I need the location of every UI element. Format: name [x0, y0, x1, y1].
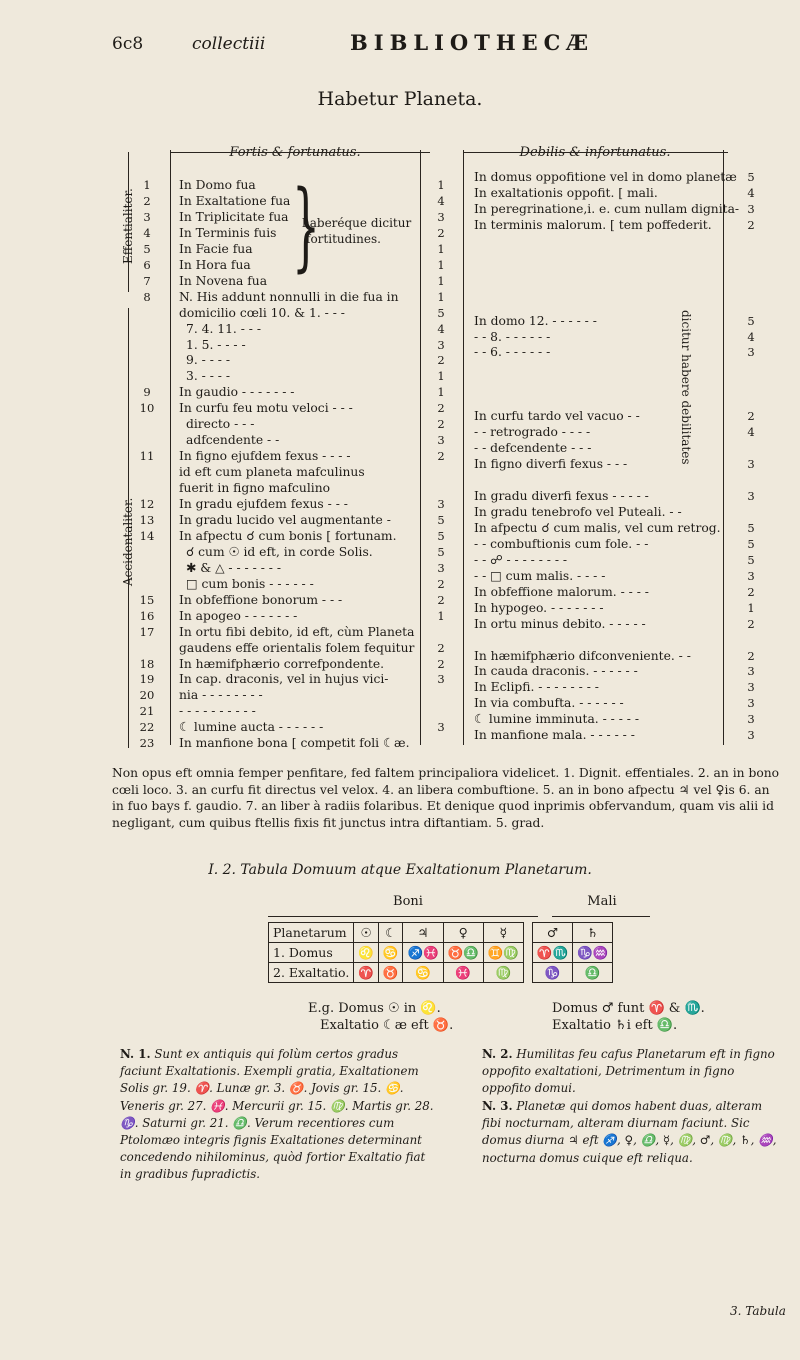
row-value: 3	[437, 433, 445, 447]
list-item: - - combuftionis cum fole. - -	[474, 537, 649, 551]
table-cell: ☉	[354, 923, 379, 943]
table-row-label: 2. Exaltatio.	[269, 963, 354, 983]
row-value: 3	[747, 680, 755, 694]
catchword: 3. Tabula	[730, 1304, 786, 1318]
row-value: 3	[747, 457, 755, 471]
row-number: 17	[139, 625, 155, 639]
example-right-2: Exaltatio ♄i eft ♎.	[552, 1018, 678, 1033]
list-item: In afpectu ☌ cum malis, vel cum retrog.	[474, 521, 721, 535]
list-item: id eft cum planeta mafculinus	[179, 465, 365, 479]
left-column-heading: Fortis & fortunatus.	[229, 145, 361, 160]
footnote-3-text: Planetæ qui domos habent duas, alteram fibi nocturnam, alteram diurnam faciunt. Sic domus diurna ♃ eft ♐, ♀, ♎, ☿, ♍, ♂, ♍, ♄, ♒, nocturna domus cuique eft reliqua.	[482, 1099, 777, 1165]
list-item: In curfu tardo vel vacuo - -	[474, 409, 640, 423]
row-value: 4	[747, 330, 755, 344]
row-value: 4	[437, 194, 445, 208]
list-item: gaudens effe orientalis folem fequitur	[179, 641, 415, 655]
list-item: In Facie fua	[179, 242, 253, 256]
row-value: 2	[437, 401, 445, 415]
table-row-label: 1. Domus	[269, 943, 354, 963]
list-item: In Domo fua	[179, 178, 256, 192]
table-cell: ☾	[378, 923, 403, 943]
footnote-3-label: N. 3.	[482, 1099, 513, 1113]
list-item: - - □ cum malis. - - - -	[474, 569, 606, 583]
table-cell: ♄	[573, 923, 613, 943]
row-number: 13	[139, 513, 155, 527]
list-item: 9. - - - -	[186, 353, 230, 367]
row-value: 2	[437, 226, 445, 240]
list-item: In manfione mala. - - - - - -	[474, 728, 635, 742]
list-item: In Novena fua	[179, 274, 268, 288]
row-value: 2	[437, 657, 445, 671]
table-cell: ♈	[354, 963, 379, 983]
row-number: 2	[143, 194, 151, 208]
table-cell: ♍	[483, 963, 523, 983]
list-item: In gradu lucido vel augmentante -	[179, 513, 391, 527]
row-value: 5	[437, 545, 445, 559]
list-item: In terminis malorum. [ tem poffederit.	[474, 218, 712, 232]
row-value: 5	[437, 306, 445, 320]
row-value: 2	[747, 617, 755, 631]
table-cell: ♑	[532, 963, 572, 983]
example-right-1: Domus ♂ funt ♈ & ♏.	[552, 1001, 705, 1016]
left-top-rule	[170, 152, 430, 153]
left-rule	[170, 150, 171, 745]
row-value: 3	[747, 202, 755, 216]
table-cell: ☿	[483, 923, 523, 943]
table-cell: ♑♒	[573, 943, 613, 963]
list-item: In afpectu ☌ cum bonis [ fortunam.	[179, 529, 397, 543]
row-value: 4	[747, 186, 755, 200]
list-item: nia - - - - - - - -	[179, 688, 263, 702]
note-paragraph: Non opus eft omnia femper penfitare, fed faltem principaliora videlicet. 1. Dignit. effentiales. 2. an in bono cœli loco. 3. an curfu fit directus vel velox. 4. an libera combuftione. 5. an in bono afpectu ♃ vel ♀is 6. an in fuo bays f. gaudio. 7. an liber à radiis folaribus. Et denique quod inprimis obfervandum, quam vis alii id negligant, cum quibus ftellis fixis fit junctus intra diftantiam. 5. grad.	[112, 766, 780, 830]
table-cell: ♈♏	[532, 943, 572, 963]
row-number: 22	[139, 720, 155, 734]
row-value: 5	[747, 170, 755, 184]
row-value: 3	[437, 672, 445, 686]
list-item: - - ☍ - - - - - - - -	[474, 553, 568, 567]
list-item: 1. 5. - - - -	[186, 338, 246, 352]
list-item: In hæmifphærio correfpondente.	[179, 657, 385, 671]
row-value: 1	[437, 609, 445, 623]
page-number: 6c8	[112, 34, 144, 54]
row-value: 2	[437, 353, 445, 367]
row-value: 3	[747, 345, 755, 359]
boni-label: Boni	[393, 894, 423, 909]
table-row	[269, 963, 613, 983]
row-value: 2	[747, 409, 755, 423]
table-cell: ♀	[443, 923, 483, 943]
table-row	[269, 923, 613, 943]
row-number: 1	[143, 178, 151, 192]
row-number: 5	[143, 242, 151, 256]
brace-text-2: fortitudines.	[306, 232, 381, 246]
list-item: In Exaltatione fua	[179, 194, 291, 208]
list-item: - - defcendente - - -	[474, 441, 592, 455]
table-row	[269, 943, 613, 963]
row-number: 4	[143, 226, 151, 240]
mali-brace	[552, 916, 650, 917]
row-number: 19	[139, 672, 155, 686]
list-item: fuerit in figno mafculino	[179, 481, 331, 495]
footnote-1-text: Sunt ex antiquis qui folùm certos gradus faciunt Exaltationis. Exempli gratia, Exaltationem Solis gr. 19. ♈. Lunæ gr. 3. ♉. Jovis gr. 15. ♋. Veneris gr. 27. ♓. Mercurii gr. 15. ♍. Martis gr. 28. ♑. Saturni gr. 21. ♎. Verum recentiores cum Ptolomæo integris fignis Exaltationes determinant concedendo nihilominus, quòd fortior Exaltatio fiat in gradibus fupradictis.	[120, 1047, 434, 1182]
example-left-2: Exaltatio ☾æ eft ♉.	[320, 1018, 454, 1033]
row-value: 3	[437, 338, 445, 352]
table-cell: ♓	[443, 963, 483, 983]
list-item: In cap. draconis, vel in hujus vici-	[179, 672, 389, 686]
row-number: 12	[139, 497, 155, 511]
row-value: 3	[437, 210, 445, 224]
row-value: 3	[747, 712, 755, 726]
left-values-rule	[420, 150, 421, 745]
row-value: 1	[437, 274, 445, 288]
footnote-2	[482, 1046, 782, 1098]
row-value: 1	[437, 242, 445, 256]
right-column-heading: Debilis & infortunatus.	[519, 145, 671, 160]
list-item: N. His addunt nonnulli in die fua in	[179, 290, 399, 304]
table-title: I. 2. Tabula Domuum atque Exaltationum Planetarum.	[208, 862, 592, 878]
row-value: 5	[747, 537, 755, 551]
row-number: 11	[139, 449, 155, 463]
table-cell: ♋	[403, 963, 443, 983]
row-number: 18	[139, 657, 155, 671]
list-item: In Terminis fuis	[179, 226, 277, 240]
row-value: 4	[747, 425, 755, 439]
row-value: 2	[747, 585, 755, 599]
list-item: - - 8. - - - - - -	[474, 330, 551, 344]
row-number: 10	[139, 401, 155, 415]
row-value: 2	[437, 449, 445, 463]
row-value: 3	[437, 561, 445, 575]
right-values-rule	[723, 150, 724, 745]
footnote-1	[120, 1046, 440, 1184]
table-cell: ♉	[378, 963, 403, 983]
example-left-1: E.g. Domus ☉ in ♌.	[308, 1001, 441, 1016]
row-number: 9	[143, 385, 151, 399]
row-value: 5	[747, 553, 755, 567]
list-item: In gradu ejufdem fexus - - -	[179, 497, 348, 511]
list-item: - - retrogrado - - - -	[474, 425, 591, 439]
list-item: In cauda draconis. - - - - - -	[474, 664, 638, 678]
row-number: 7	[143, 274, 151, 288]
list-item: In hypogeo. - - - - - - -	[474, 601, 604, 615]
list-item: - - - - - - - - - -	[179, 704, 256, 718]
mali-label: Mali	[587, 894, 617, 909]
running-title: BIBLIOTHECÆ	[350, 30, 595, 55]
table-cell: ♌	[354, 943, 379, 963]
row-value: 2	[437, 641, 445, 655]
brace: }	[292, 171, 320, 284]
row-value: 2	[747, 649, 755, 663]
list-item: 7. 4. 11. - - -	[186, 322, 262, 336]
row-value: 2	[437, 417, 445, 431]
list-item: In hæmifphærio difconveniente. - -	[474, 649, 691, 663]
row-value: 1	[437, 385, 445, 399]
row-number: 20	[139, 688, 155, 702]
row-number: 16	[139, 609, 155, 623]
running-head-left: collectiii	[192, 34, 266, 54]
row-value: 5	[747, 314, 755, 328]
list-item: In domus oppofitione vel in domo planetæ	[474, 170, 737, 184]
row-value: 3	[747, 569, 755, 583]
row-number: 6	[143, 258, 151, 272]
accidental-side-label: Accidentaliter.	[121, 497, 135, 586]
list-item: In curfu feu motu veloci - - -	[179, 401, 353, 415]
houses-exaltations-table	[268, 922, 613, 983]
list-item: directo - - -	[186, 417, 255, 431]
row-value: 1	[437, 258, 445, 272]
table-row-label: Planetarum	[269, 923, 354, 943]
center-rule	[463, 150, 464, 745]
row-value: 2	[437, 577, 445, 591]
table-cell: ♎	[573, 963, 613, 983]
footnote-2-label: N. 2.	[482, 1047, 513, 1061]
list-item: In Hora fua	[179, 258, 251, 272]
list-item: ☾ lumine imminuta. - - - - -	[474, 712, 640, 726]
row-value: 3	[437, 720, 445, 734]
row-value: 3	[747, 489, 755, 503]
list-item: In gaudio - - - - - - -	[179, 385, 295, 399]
row-value: 3	[437, 497, 445, 511]
list-item: In via combufta. - - - - - -	[474, 696, 624, 710]
list-item: □ cum bonis - - - - - -	[186, 577, 314, 591]
list-item: In Triplicitate fua	[179, 210, 289, 224]
section-title: Habetur Planeta.	[317, 88, 483, 110]
table-cell: ♊♍	[483, 943, 523, 963]
row-number: 21	[139, 704, 155, 718]
row-value: 1	[437, 290, 445, 304]
row-number: 8	[143, 290, 151, 304]
list-item: - - 6. - - - - - -	[474, 345, 551, 359]
list-item: In obfeffione malorum. - - - -	[474, 585, 649, 599]
boni-brace	[268, 916, 538, 917]
row-number: 23	[139, 736, 155, 750]
row-value: 3	[747, 696, 755, 710]
list-item: In Eclipfi. - - - - - - - -	[474, 680, 599, 694]
row-value: 2	[747, 218, 755, 232]
list-item: In apogeo - - - - - - -	[179, 609, 298, 623]
footnote-3	[482, 1098, 782, 1167]
list-item: ☾ lumine aucta - - - - - -	[179, 720, 324, 734]
list-item: In exaltationis oppofit. [ mali.	[474, 186, 658, 200]
list-item: In domo 12. - - - - - -	[474, 314, 597, 328]
row-value: 5	[747, 521, 755, 535]
list-item: In gradu tenebrofo vel Puteali. - -	[474, 505, 682, 519]
row-value: 2	[437, 593, 445, 607]
list-item: In peregrinatione,i. e. cum nullam dignita-	[474, 202, 740, 216]
footnote-1-label: N. 1.	[120, 1047, 151, 1061]
list-item: In ortu minus debito. - - - - -	[474, 617, 646, 631]
row-number: 15	[139, 593, 155, 607]
row-value: 5	[437, 513, 445, 527]
essential-side-label: Effentialiter.	[121, 188, 135, 264]
list-item: ✱ & △ - - - - - - -	[186, 561, 281, 575]
list-item: In manfione bona [ competit foli ☾æ.	[179, 736, 410, 750]
list-item: adfcendente - -	[186, 433, 280, 447]
table-cell: ♂	[532, 923, 572, 943]
list-item: In obfeffione bonorum - - -	[179, 593, 343, 607]
table-cell: ♉♎	[443, 943, 483, 963]
row-value: 1	[437, 369, 445, 383]
row-value: 1	[747, 601, 755, 615]
list-item: In gradu diverfi fexus - - - - -	[474, 489, 649, 503]
row-value: 3	[747, 664, 755, 678]
row-value: 3	[747, 728, 755, 742]
row-value: 5	[437, 529, 445, 543]
list-item: In figno diverfi fexus - - -	[474, 457, 628, 471]
list-item: ☌ cum ☉ id eft, in corde Solis.	[186, 545, 373, 559]
row-value: 1	[437, 178, 445, 192]
debilitates-side-label: dicitur habere debilitates	[679, 310, 693, 465]
table-cell: ♃	[403, 923, 443, 943]
row-value: 4	[437, 322, 445, 336]
row-number: 3	[143, 210, 151, 224]
right-top-rule	[463, 152, 728, 153]
table-cell: ♋	[378, 943, 403, 963]
list-item: 3. - - - -	[186, 369, 230, 383]
brace-text-1: haberéque dicitur	[302, 216, 412, 230]
list-item: domicilio cœli 10. & 1. - - -	[179, 306, 345, 320]
list-item: In ortu fibi debito, id eft, cùm Planeta	[179, 625, 415, 639]
list-item: In figno ejufdem fexus - - - -	[179, 449, 351, 463]
row-number: 14	[139, 529, 155, 543]
footnote-2-text: Humilitas feu cafus Planetarum eft in figno oppofito exaltationi, Detrimentum in figno oppofito domui.	[482, 1047, 775, 1096]
table-cell: ♐♓	[403, 943, 443, 963]
